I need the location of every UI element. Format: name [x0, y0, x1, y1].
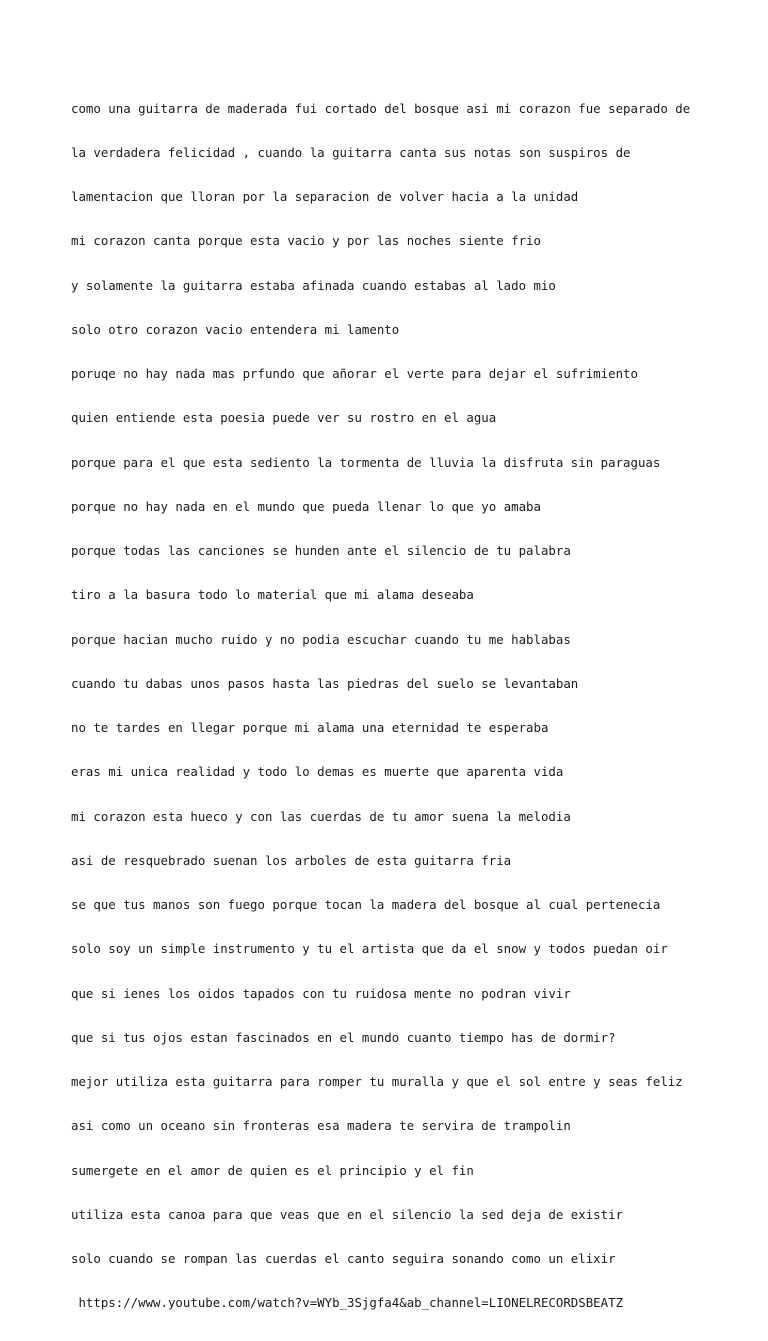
poem-line-5: y solamente la guitarra estaba afinada cuando estabas al lado mio: [71, 277, 556, 293]
poem-line-18: asi de resquebrado suenan los arboles de esta guitarra fria: [71, 852, 512, 868]
poem-line-19: se que tus manos son fuego porque tocan la madera del bosque al cual pertenecia: [71, 897, 661, 912]
poem-line-21: que si ienes los oidos tapados con tu ruidosa mente no podran vivir: [71, 985, 571, 1001]
poem-line-8: quien entiende esta poesia puede ver su rostro en el agua: [71, 410, 497, 426]
poem-line-6: solo otro corazon vacio entendera mi lamento: [71, 321, 400, 337]
poem-line-11: porque todas las canciones se hunden ante el silencio de tu palabra: [71, 543, 571, 558]
poem-line-10: porque no hay nada en el mundo que pueda llenar lo que yo amaba: [71, 498, 541, 514]
poem-line-25: sumergete en el amor de quien es el principio y el fin: [71, 1162, 474, 1178]
poem-line-2: la verdadera felicidad , cuando la guitarra canta sus notas son suspiros de: [71, 144, 631, 160]
poem-line-1: como una guitarra de maderada fui cortado del bosque asi mi corazon fue separado de: [71, 100, 691, 116]
poem-line-15: no te tardes en llegar porque mi alama una eternidad te esperaba: [71, 720, 549, 735]
poem-line-9: porque para el que esta sediento la tormenta de lluvia la disfruta sin paraguas: [71, 454, 661, 470]
poem-text: [71, 72, 751, 1341]
poem-line-12: tiro a la basura todo lo material que mi alama deseaba: [71, 587, 474, 603]
poem-line-4: mi corazon canta porque esta vacio y por las noches siente frio: [71, 233, 541, 249]
youtube-link-text: https://www.youtube.com/watch?v=WYb_3Sjgfa4&ab_channel=LIONELRECORDSBEATZ: [71, 1295, 624, 1311]
poem-line-23: mejor utiliza esta guitarra para romper tu muralla y que el sol entre y seas feliz: [71, 1074, 683, 1089]
poem-line-17: mi corazon esta hueco y con las cuerdas de tu amor suena la melodia: [71, 808, 571, 824]
poem-line-20: solo soy un simple instrumento y tu el artista que da el snow y todos puedan oir: [71, 941, 668, 957]
poem-line-22: que si tus ojos estan fascinados en el mundo cuanto tiempo has de dormir?: [71, 1029, 616, 1045]
poem-line-7: poruqe no hay nada mas prfundo que añorar el verte para dejar el sufrimiento: [71, 366, 638, 381]
poem-line-26: utiliza esta canoa para que veas que en el silencio la sed deja de existir: [71, 1206, 624, 1222]
poem-line-24: asi como un oceano sin fronteras esa madera te servira de trampolin: [71, 1118, 571, 1134]
poem-line-27: solo cuando se rompan las cuerdas el canto seguira sonando como un elixir: [71, 1251, 616, 1266]
poem-line-3: lamentacion que lloran por la separacion de volver hacia a la unidad: [71, 189, 579, 204]
poem-line-16: eras mi unica realidad y todo lo demas es muerte que aparenta vida: [71, 764, 564, 780]
poem-line-13: porque hacian mucho ruido y no podia escuchar cuando tu me hablabas: [71, 631, 571, 647]
poem-line-14: cuando tu dabas unos pasos hasta las piedras del suelo se levantaban: [71, 675, 579, 691]
